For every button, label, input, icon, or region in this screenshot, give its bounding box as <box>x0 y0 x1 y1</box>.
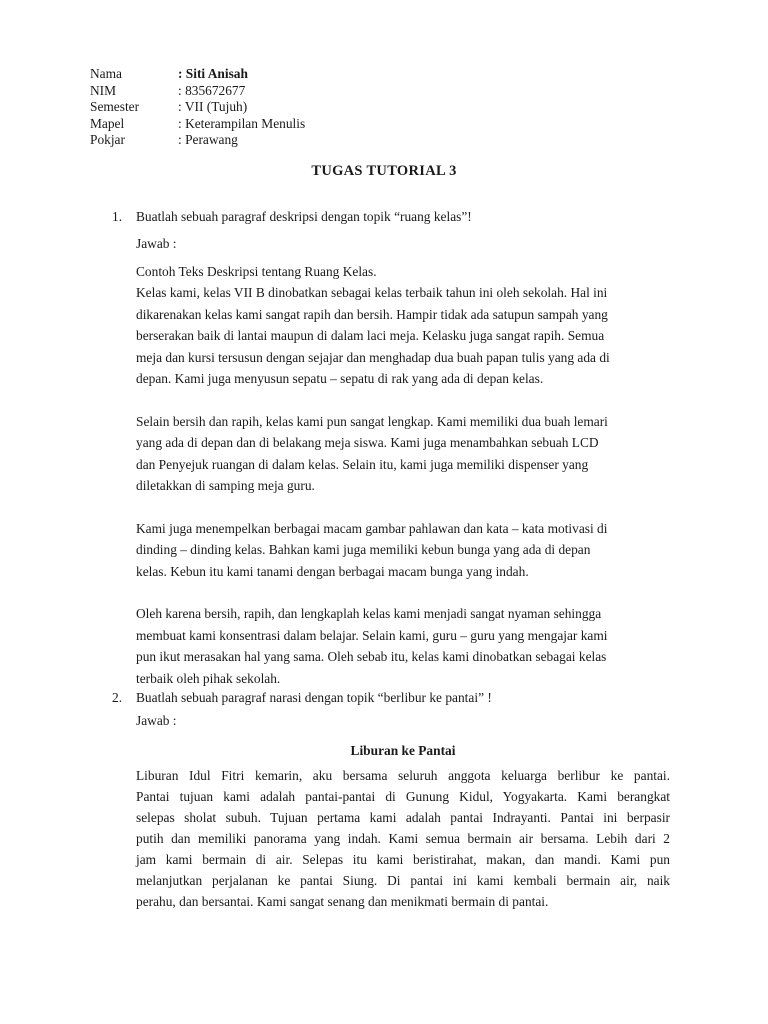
text-line: Pantai tujuan kami adalah pantai-pantai di Gunung Kidul, Yogyakarta. Kami berangkat <box>136 789 670 804</box>
text-line: dinding – dinding kelas. Bahkan kami juga memiliki kebun bunga yang ada di depan <box>136 542 591 558</box>
text-line: pun ikut merasakan hal yang sama. Oleh sebab itu, kelas kami dinobatkan sebagai kelas <box>136 649 607 665</box>
text-line: Oleh karena bersih, rapih, dan lengkaplah kelas kami menjadi sangat nyaman sehingga <box>136 606 602 622</box>
text-line: melanjutkan perjalanan ke pantai Siung. Di pantai ini kami kembali bermain air, naik <box>136 873 670 888</box>
text-line: dan Penyejuk ruangan di dalam kelas. Selain itu, kami juga memiliki dispenser yang <box>136 456 589 472</box>
paragraph-gap <box>136 389 670 410</box>
text-line: membuat kami konsentrasi dalam belajar. Selain kami, guru – guru yang mengajar kami <box>136 627 608 643</box>
text-line: meja dan kursi tersusun dengan sejajar dan menghadap dua buah papan tulis yang ada di <box>136 349 610 365</box>
text-line: dikarenakan kelas kami sangat rapih dan bersih. Hampir tidak ada satupun sampah yang <box>136 306 608 322</box>
text-line: perahu, dan bersantai. Kami sangat senang dan menikmati bermain di pantai. <box>136 894 549 909</box>
identity-row-mapel <box>90 116 305 133</box>
identity-label: Nama <box>90 66 122 81</box>
identity-row-pokjar <box>90 132 305 149</box>
text-line: berserakan baik di lantai maupun di dalam laci meja. Kelasku juga sangat rapih. Semua <box>136 328 605 344</box>
identity-label: Semester <box>90 99 140 114</box>
identity-label: Pokjar <box>90 132 125 147</box>
identity-value: : Keterampilan Menulis <box>178 115 306 131</box>
text-line: Liburan Idul Fitri kemarin, aku bersama seluruh anggota keluarga berlibur ke pantai. <box>136 768 670 783</box>
text-line: putih dan memiliki panorama yang indah. Kami semua bermain air bersama. Lebih dari 2 <box>136 831 670 846</box>
identity-label: NIM <box>90 82 117 98</box>
text-line: yang ada di depan dan di belakang meja siswa. Kami juga menambahkan sebuah LCD <box>136 435 599 451</box>
question-text: Buatlah sebuah paragraf deskripsi dengan topik “ruang kelas”! <box>136 209 472 224</box>
question-number: 1. <box>112 209 123 224</box>
text-line: selepas sholat subuh. Tujuan pertama kami adalah pantai Indrayanti. Pantai ini berpasir <box>136 810 670 825</box>
text-line: diletakkan di samping meja guru. <box>136 478 315 494</box>
identity-row-semester <box>90 99 305 116</box>
text-line: Selain bersih dan rapih, kelas kami pun sangat lengkap. Kami memiliki dua buah lemari <box>136 413 608 429</box>
identity-row-name <box>90 66 305 83</box>
paragraph-gap <box>136 582 670 603</box>
identity-value: : Perawang <box>178 132 238 147</box>
text-line: kelas. Kebun itu kami tanami dengan berbagai macam bunga yang indah. <box>136 563 529 579</box>
answer-label: Jawab : <box>136 236 177 251</box>
document-title: TUGAS TUTORIAL 3 <box>311 163 457 179</box>
text-line: Kami juga menempelkan berbagai macam gambar pahlawan dan kata – kata motivasi di <box>136 520 608 536</box>
text-line: Kelas kami, kelas VII B dinobatkan sebagai kelas terbaik tahun ini oleh sekolah. Hal ini <box>136 285 608 301</box>
identity-value: : Siti Anisah <box>178 66 248 81</box>
answer-label: Jawab : <box>136 713 177 728</box>
text-line: Contoh Teks Deskripsi tentang Ruang Kelas. <box>136 264 377 279</box>
identity-label: Mapel <box>90 115 125 131</box>
paragraph-gap <box>136 496 670 517</box>
answer-description <box>136 261 670 689</box>
story-title: Liburan ke Pantai <box>350 743 456 758</box>
question-text: Buatlah sebuah paragraf narasi dengan topik “berlibur ke pantai” ! <box>136 690 492 705</box>
text-line: depan. Kami juga menyusun sepatu – sepatu di rak yang ada di depan kelas. <box>136 371 544 387</box>
identity-value: : 835672677 <box>178 82 246 98</box>
answer-narration <box>136 765 670 912</box>
identity-row-nim <box>90 83 305 100</box>
text-line: terbaik oleh pihak sekolah. <box>136 670 281 686</box>
identity-block <box>90 66 305 149</box>
text-line: jam kami bermain di air. Selepas itu kami beristirahat, makan, dan mandi. Kami pun <box>136 852 670 867</box>
identity-value: : VII (Tujuh) <box>178 99 248 114</box>
question-number: 2. <box>112 690 123 705</box>
